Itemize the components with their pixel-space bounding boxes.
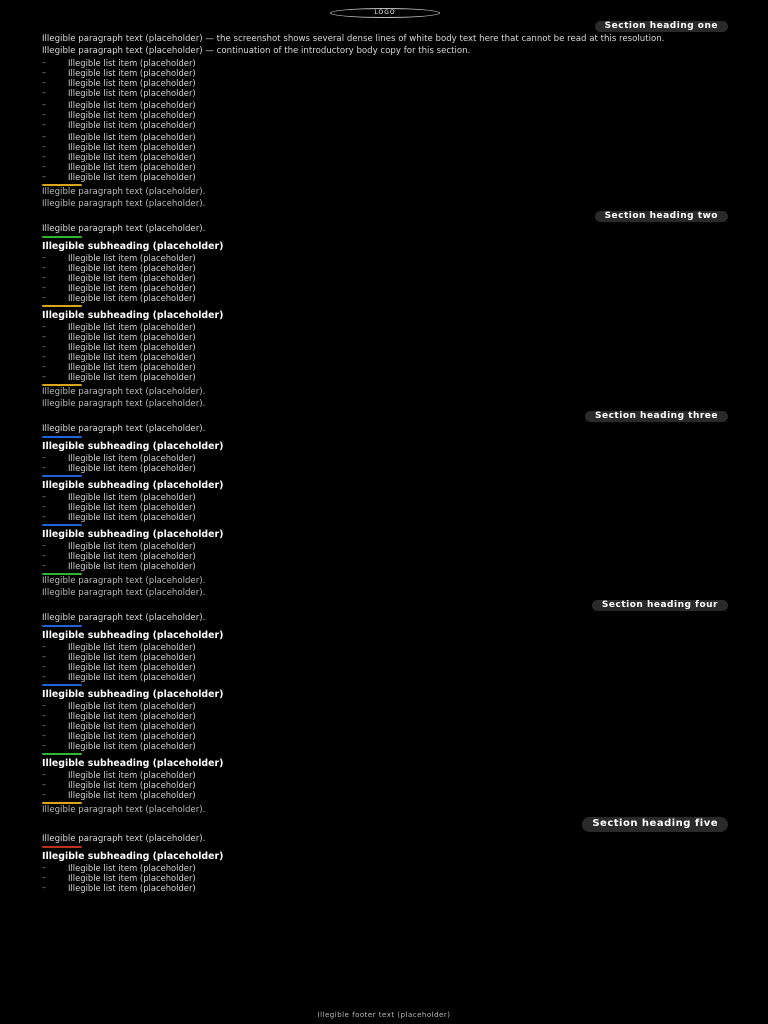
list-item-text: Illegible list item (placeholder)	[68, 463, 196, 473]
list-item	[42, 642, 728, 652]
bullet-dash-icon: –	[42, 273, 46, 282]
section-paragraph: Illegible paragraph text (placeholder).	[42, 805, 206, 815]
site-logo[interactable]	[330, 8, 440, 18]
list-item	[42, 78, 728, 88]
list-item	[42, 293, 728, 303]
bullet-dash-icon: –	[42, 463, 46, 472]
bullet-dash-icon: –	[42, 68, 46, 77]
section-heading-pill[interactable]	[585, 411, 728, 422]
subsection-title: Illegible subheading (placeholder)	[42, 310, 224, 321]
list-item-text: Illegible list item (placeholder)	[68, 873, 196, 883]
list-item-text: Illegible list item (placeholder)	[68, 512, 196, 522]
footer	[0, 1011, 768, 1020]
section-marker-yellow	[42, 384, 82, 386]
list-item	[42, 263, 728, 273]
list-item-text: Illegible list item (placeholder)	[68, 642, 196, 652]
section-marker-yellow	[42, 802, 82, 804]
list-item	[42, 512, 728, 522]
list-item	[42, 780, 728, 790]
list-item-text: Illegible list item (placeholder)	[68, 561, 196, 571]
bullet-dash-icon: –	[42, 721, 46, 730]
bullet-dash-icon: –	[42, 142, 46, 151]
bullet-dash-icon: –	[42, 322, 46, 331]
section-heading-text: Section heading five	[592, 818, 718, 830]
list-item-text: Illegible list item (placeholder)	[68, 502, 196, 512]
bullet-dash-icon: –	[42, 120, 46, 129]
bullet-dash-icon: –	[42, 741, 46, 750]
subsection-title: Illegible subheading (placeholder)	[42, 689, 224, 700]
list-item	[42, 463, 728, 473]
section-marker-red	[42, 846, 82, 848]
bullet-dash-icon: –	[42, 502, 46, 511]
section-paragraph: Illegible paragraph text (placeholder).	[42, 224, 206, 234]
section-marker-blue	[42, 625, 82, 627]
list-item-text: Illegible list item (placeholder)	[68, 652, 196, 662]
section-paragraph: Illegible paragraph text (placeholder).	[42, 187, 206, 197]
list-item-text: Illegible list item (placeholder)	[68, 741, 196, 751]
list-item-text: Illegible list item (placeholder)	[68, 172, 196, 182]
list-item	[42, 770, 728, 780]
bullet-list	[42, 770, 728, 800]
bullet-dash-icon: –	[42, 362, 46, 371]
bullet-dash-icon: –	[42, 701, 46, 710]
list-item	[42, 132, 728, 142]
section-header	[42, 600, 728, 611]
list-item	[42, 701, 728, 711]
bullet-dash-icon: –	[42, 790, 46, 799]
list-item	[42, 68, 728, 78]
list-item-text: Illegible list item (placeholder)	[68, 362, 196, 372]
bullet-dash-icon: –	[42, 110, 46, 119]
list-item-text: Illegible list item (placeholder)	[68, 541, 196, 551]
section-header	[42, 21, 728, 32]
section-paragraph: Illegible paragraph text (placeholder).	[42, 387, 206, 397]
content-section	[42, 211, 728, 409]
section-paragraph: Illegible paragraph text (placeholder).	[42, 199, 206, 209]
section-heading-pill[interactable]	[582, 817, 728, 832]
list-item-text: Illegible list item (placeholder)	[68, 100, 196, 110]
section-paragraph: Illegible paragraph text (placeholder).	[42, 399, 206, 409]
section-paragraph: Illegible paragraph text (placeholder).	[42, 613, 206, 623]
bullet-dash-icon: –	[42, 342, 46, 351]
bullet-dash-icon: –	[42, 293, 46, 302]
section-heading-text: Section heading two	[604, 211, 718, 221]
list-item	[42, 662, 728, 672]
list-item	[42, 721, 728, 731]
subsection-title: Illegible subheading (placeholder)	[42, 851, 224, 862]
list-item-text: Illegible list item (placeholder)	[68, 78, 196, 88]
bullet-dash-icon: –	[42, 642, 46, 651]
section-marker-green	[42, 573, 82, 575]
bullet-dash-icon: –	[42, 352, 46, 361]
list-item	[42, 58, 728, 68]
list-item	[42, 790, 728, 800]
bullet-dash-icon: –	[42, 100, 46, 109]
list-item-text: Illegible list item (placeholder)	[68, 132, 196, 142]
section-paragraph: Illegible paragraph text (placeholder).	[42, 588, 206, 598]
list-item	[42, 253, 728, 263]
list-item	[42, 652, 728, 662]
bullet-dash-icon: –	[42, 58, 46, 67]
bullet-dash-icon: –	[42, 551, 46, 560]
bullet-list	[42, 453, 728, 473]
bullet-dash-icon: –	[42, 541, 46, 550]
bullet-dash-icon: –	[42, 88, 46, 97]
bullet-dash-icon: –	[42, 652, 46, 661]
bullet-dash-icon: –	[42, 372, 46, 381]
section-header	[42, 211, 728, 222]
list-item	[42, 110, 728, 120]
section-marker-blue	[42, 524, 82, 526]
list-item-text: Illegible list item (placeholder)	[68, 711, 196, 721]
list-item	[42, 322, 728, 332]
subsection-title: Illegible subheading (placeholder)	[42, 480, 224, 491]
section-heading-pill[interactable]	[595, 21, 728, 32]
list-item-text: Illegible list item (placeholder)	[68, 372, 196, 382]
bullet-dash-icon: –	[42, 162, 46, 171]
bullet-list	[42, 100, 728, 130]
list-item-text: Illegible list item (placeholder)	[68, 721, 196, 731]
bullet-list	[42, 58, 728, 98]
list-item	[42, 88, 728, 98]
list-item	[42, 541, 728, 551]
list-item-text: Illegible list item (placeholder)	[68, 120, 196, 130]
bullet-dash-icon: –	[42, 780, 46, 789]
list-item	[42, 883, 728, 893]
list-item-text: Illegible list item (placeholder)	[68, 352, 196, 362]
section-heading-pill[interactable]	[592, 600, 728, 611]
list-item-text: Illegible list item (placeholder)	[68, 162, 196, 172]
list-item-text: Illegible list item (placeholder)	[68, 883, 196, 893]
bullet-dash-icon: –	[42, 873, 46, 882]
list-item-text: Illegible list item (placeholder)	[68, 88, 196, 98]
bullet-dash-icon: –	[42, 672, 46, 681]
bullet-dash-icon: –	[42, 883, 46, 892]
section-paragraph: Illegible paragraph text (placeholder) — continuation of the introductory body copy for this section.	[42, 46, 471, 56]
bullet-list	[42, 541, 728, 571]
list-item	[42, 863, 728, 873]
section-header	[42, 817, 728, 832]
subsection-title: Illegible subheading (placeholder)	[42, 441, 224, 452]
list-item-text: Illegible list item (placeholder)	[68, 322, 196, 332]
list-item	[42, 741, 728, 751]
section-paragraph: Illegible paragraph text (placeholder).	[42, 834, 206, 844]
list-item	[42, 100, 728, 110]
list-item-text: Illegible list item (placeholder)	[68, 68, 196, 78]
list-item-text: Illegible list item (placeholder)	[68, 152, 196, 162]
section-header	[42, 411, 728, 422]
list-item-text: Illegible list item (placeholder)	[68, 142, 196, 152]
list-item	[42, 492, 728, 502]
list-item-text: Illegible list item (placeholder)	[68, 731, 196, 741]
section-paragraph: Illegible paragraph text (placeholder).	[42, 424, 206, 434]
section-marker-green	[42, 236, 82, 238]
list-item-text: Illegible list item (placeholder)	[68, 273, 196, 283]
list-item-text: Illegible list item (placeholder)	[68, 863, 196, 873]
list-item	[42, 283, 728, 293]
bullet-dash-icon: –	[42, 561, 46, 570]
list-item	[42, 453, 728, 463]
bullet-list	[42, 492, 728, 522]
list-item	[42, 561, 728, 571]
list-item-text: Illegible list item (placeholder)	[68, 790, 196, 800]
section-marker-blue	[42, 475, 82, 477]
bullet-dash-icon: –	[42, 770, 46, 779]
list-item	[42, 342, 728, 352]
list-item-text: Illegible list item (placeholder)	[68, 672, 196, 682]
list-item	[42, 152, 728, 162]
section-marker-blue	[42, 436, 82, 438]
section-heading-pill[interactable]	[595, 211, 728, 222]
bullet-dash-icon: –	[42, 263, 46, 272]
content-section	[42, 21, 728, 209]
bullet-list	[42, 253, 728, 303]
list-item-text: Illegible list item (placeholder)	[68, 701, 196, 711]
content	[42, 21, 728, 893]
list-item	[42, 362, 728, 372]
bullet-dash-icon: –	[42, 152, 46, 161]
section-heading-text: Section heading three	[595, 411, 718, 421]
subsection-title: Illegible subheading (placeholder)	[42, 758, 224, 769]
list-item	[42, 711, 728, 721]
list-item-text: Illegible list item (placeholder)	[68, 662, 196, 672]
section-marker-yellow	[42, 184, 82, 186]
bullet-list	[42, 132, 728, 182]
list-item	[42, 731, 728, 741]
bullet-dash-icon: –	[42, 492, 46, 501]
footer-text: Illegible footer text (placeholder)	[317, 1011, 451, 1020]
list-item	[42, 273, 728, 283]
bullet-dash-icon: –	[42, 78, 46, 87]
section-heading-text: Section heading one	[604, 21, 718, 31]
list-item-text: Illegible list item (placeholder)	[68, 453, 196, 463]
list-item	[42, 352, 728, 362]
list-item-text: Illegible list item (placeholder)	[68, 332, 196, 342]
bullet-dash-icon: –	[42, 283, 46, 292]
list-item-text: Illegible list item (placeholder)	[68, 283, 196, 293]
list-item	[42, 502, 728, 512]
list-item-text: Illegible list item (placeholder)	[68, 293, 196, 303]
list-item-text: Illegible list item (placeholder)	[68, 780, 196, 790]
list-item-text: Illegible list item (placeholder)	[68, 110, 196, 120]
bullet-dash-icon: –	[42, 512, 46, 521]
bullet-list	[42, 322, 728, 382]
section-marker-blue	[42, 684, 82, 686]
bullet-dash-icon: –	[42, 731, 46, 740]
list-item-text: Illegible list item (placeholder)	[68, 492, 196, 502]
list-item-text: Illegible list item (placeholder)	[68, 551, 196, 561]
bullet-dash-icon: –	[42, 172, 46, 181]
list-item	[42, 142, 728, 152]
list-item	[42, 672, 728, 682]
bullet-dash-icon: –	[42, 711, 46, 720]
section-marker-green	[42, 753, 82, 755]
list-item-text: Illegible list item (placeholder)	[68, 58, 196, 68]
list-item-text: Illegible list item (placeholder)	[68, 253, 196, 263]
bullet-list	[42, 701, 728, 751]
bullet-dash-icon: –	[42, 332, 46, 341]
bullet-list	[42, 863, 728, 893]
bullet-dash-icon: –	[42, 863, 46, 872]
content-section	[42, 817, 728, 893]
bullet-dash-icon: –	[42, 253, 46, 262]
subsection-title: Illegible subheading (placeholder)	[42, 241, 224, 252]
list-item-text: Illegible list item (placeholder)	[68, 770, 196, 780]
list-item	[42, 873, 728, 883]
list-item	[42, 372, 728, 382]
logo-wrap	[42, 6, 728, 20]
bullet-dash-icon: –	[42, 132, 46, 141]
list-item	[42, 162, 728, 172]
list-item-text: Illegible list item (placeholder)	[68, 342, 196, 352]
bullet-dash-icon: –	[42, 662, 46, 671]
list-item	[42, 332, 728, 342]
bullet-list	[42, 642, 728, 682]
section-paragraph: Illegible paragraph text (placeholder).	[42, 576, 206, 586]
subsection-title: Illegible subheading (placeholder)	[42, 630, 224, 641]
section-heading-text: Section heading four	[601, 600, 718, 610]
bullet-dash-icon: –	[42, 453, 46, 462]
list-item-text: Illegible list item (placeholder)	[68, 263, 196, 273]
list-item	[42, 172, 728, 182]
content-section	[42, 411, 728, 598]
section-marker-yellow	[42, 305, 82, 307]
subsection-title: Illegible subheading (placeholder)	[42, 529, 224, 540]
list-item	[42, 120, 728, 130]
section-paragraph: Illegible paragraph text (placeholder) — the screenshot shows several dense lines of white body text here that cannot be read at this resolution.	[42, 34, 665, 44]
list-item	[42, 551, 728, 561]
content-section	[42, 600, 728, 815]
logo-text: LOGO	[374, 9, 396, 17]
